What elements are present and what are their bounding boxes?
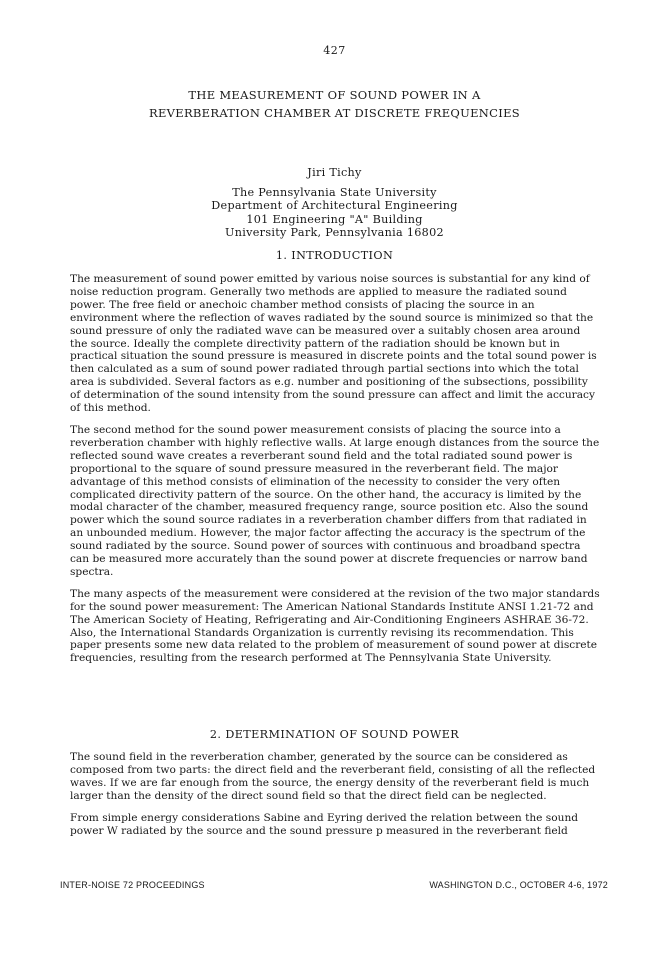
page-number: 427 bbox=[323, 44, 346, 57]
affiliation-line-4: University Park, Pennsylvania 16802 bbox=[225, 226, 444, 239]
page-footer bbox=[60, 880, 608, 890]
paragraph: The many aspects of the measurement were considered at the revision of the two major standards for the sound power measurement: The American National Standards Institute ANSI 1.21-72 and The American Society of Heating, Refrigerating and Air-Conditioning Engineers ASHRAE 36-72. Also, the International Standards Organization is currently revising its recommendation. This paper presents some new data related to the problem of measurement of sound power at discrete frequencies, resulting from the research performed at The Pennsylvania State University. bbox=[70, 587, 600, 665]
title-line-2: REVERBERATION CHAMBER AT DISCRETE FREQUENCIES bbox=[149, 106, 520, 120]
section-heading-determination: 2. DETERMINATION OF SOUND POWER bbox=[209, 728, 460, 741]
author-name: Jiri Tichy bbox=[307, 166, 362, 179]
author-block bbox=[0, 166, 669, 240]
affiliation-line-3: 101 Engineering "A" Building bbox=[246, 212, 423, 226]
section-body-introduction bbox=[70, 273, 600, 674]
paragraph: From simple energy considerations Sabine and Eyring derived the relation between the sound power W radiated by the source and the sound pressure p measured in the reverberant field bbox=[70, 811, 579, 837]
affiliation-line-1: The Pennsylvania State University bbox=[232, 185, 437, 199]
paragraph: The sound field in the reverberation chamber, generated by the source can be considered as composed from two parts: the direct field and the reverberant field, consisting of all the reflected waves. If we are far enough from the source, the energy density of the reverberant field is much larger than the density of the direct sound field so that the direct field can be neglected. bbox=[70, 751, 596, 802]
title-line-1: THE MEASUREMENT OF SOUND POWER IN A bbox=[188, 88, 481, 102]
section-body-determination bbox=[70, 751, 600, 846]
affiliation-line-2: Department of Architectural Engineering bbox=[211, 199, 458, 212]
paper-title bbox=[0, 86, 669, 122]
footer-proceedings: INTER-NOISE 72 PROCEEDINGS bbox=[60, 880, 205, 890]
footer-location-date: WASHINGTON D.C., OCTOBER 4-6, 1972 bbox=[429, 880, 608, 890]
paragraph: The second method for the sound power measurement consists of placing the source into a reverberation chamber with highly reflective walls. At large enough distances from the source the reflected sound wave creates a reverberant sound field and the total radiated sound power is proportional to the square of sound pressure measured in the reverberant field. The major advantage of this method consists of elimination of the necessity to consider the very often complicated directivity pattern of the source. On the other hand, the accuracy is limited by the modal character of the chamber, measured frequency range, source position etc. Also the sound power which the sound source radiates in a reverberation chamber differs from that radiated in an unbounded medium. However, the major factor affecting the accuracy is the spectrum of the sound radiated by the source. Sound power of sources with continuous and broadband spectra can be measured more accurately than the sound power at discrete frequencies or narrow band spectra. bbox=[70, 423, 600, 578]
section-heading-introduction: 1. INTRODUCTION bbox=[275, 249, 394, 262]
paragraph: The measurement of sound power emitted by various noise sources is substantial for any kind of noise reduction program. Generally two methods are applied to measure the radiated sound power. The free field or anechoic chamber method consists of placing the source in an environment where the reflection of waves radiated by the sound source is minimized so that the sound pressure of only the radiated wave can be measured over a suitably chosen area around the source. Ideally the complete directivity pattern of the radiation should be known but in practical situation the sound pressure is measured in discrete points and the total sound power is then calculated as a sum of sound power radiated through partial sections into which the total area is subdivided. Several factors as e.g. number and positioning of the subsections, possibility of determination of the sound intensity from the sound pressure can affect and limit the accuracy of this method. bbox=[70, 273, 597, 415]
